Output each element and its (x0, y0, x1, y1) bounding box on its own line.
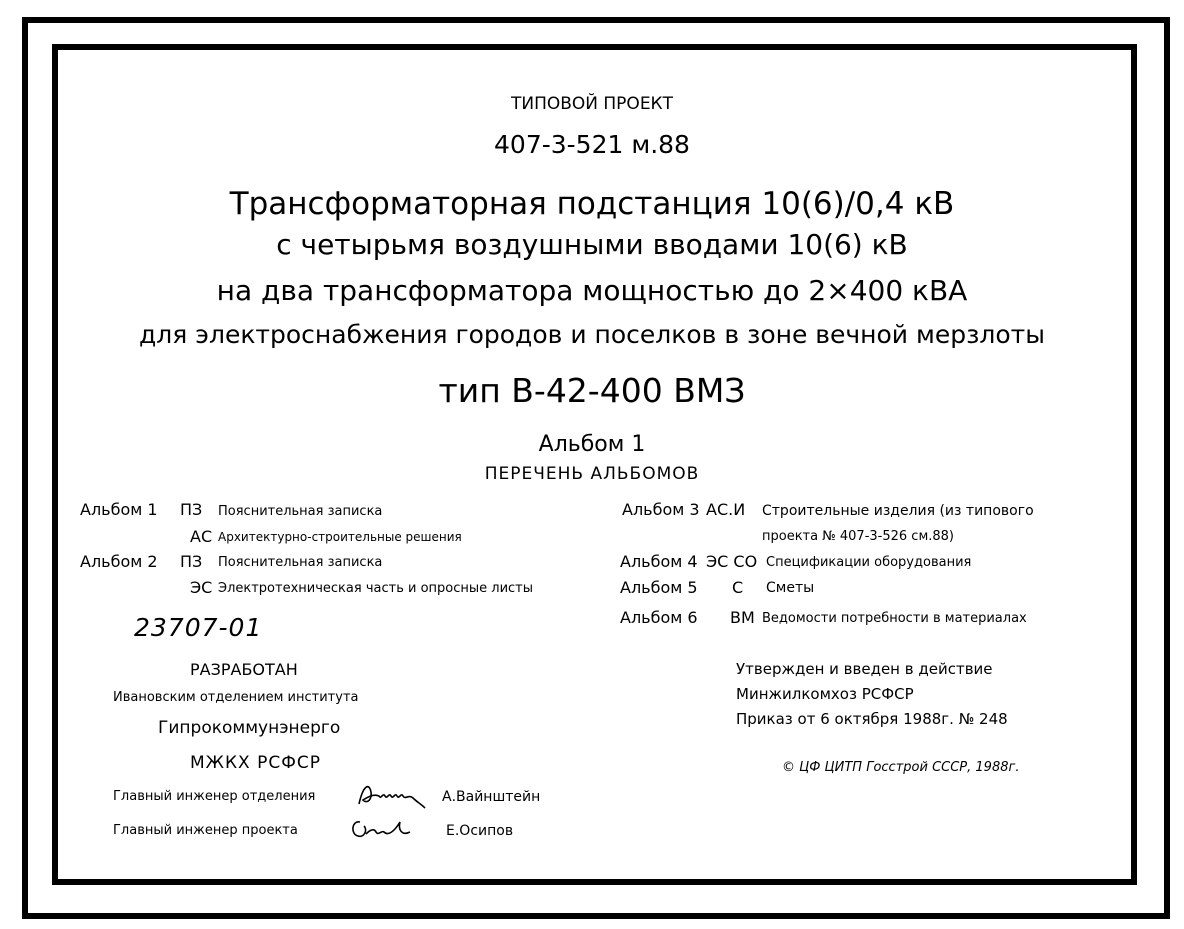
album-description: Пояснительная записка (218, 504, 383, 519)
album-name: Альбом 3 (622, 500, 700, 519)
album-code: ПЗ (180, 552, 203, 571)
album-code: ЭС (190, 578, 213, 597)
copyright: © ЦФ ЦИТП Госстрой СССР, 1988г. (782, 760, 1020, 775)
album-name: Альбом 4 (620, 552, 698, 571)
album-name: Альбом 1 (80, 500, 158, 519)
signature-name-2: Е.Осипов (446, 823, 514, 839)
album-description: Спецификации оборудования (766, 555, 972, 570)
developer-ministry: МЖКХ РСФСР (190, 753, 321, 773)
project-type: тип В-42-400 ВМЗ (438, 371, 746, 410)
project-number: 407-3-521 м.88 (494, 130, 690, 159)
album-label: Альбом 1 (538, 432, 646, 457)
developer-by: Ивановским отделением института (113, 690, 359, 705)
title-line-1: Трансформаторная подстанция 10(6)/0,4 кВ (229, 186, 955, 222)
inventory-number: 23707-01 (134, 613, 263, 642)
album-code: С (732, 578, 744, 597)
album-name: Альбом 6 (620, 608, 698, 627)
title-line-4: для электроснабжения городов и поселков в зоне вечной мерзлоты (139, 320, 1045, 349)
album-description: Сметы (766, 580, 815, 596)
album-code: АС.И (706, 500, 746, 519)
approval-line-1: Утвержден и введен в действие (736, 660, 993, 678)
album-code: ВМ (730, 608, 755, 627)
developer-heading: РАЗРАБОТАН (190, 660, 298, 679)
developer-institute: Гипрокоммунэнерго (158, 718, 341, 738)
album-description: Строительные изделия (из типового (762, 503, 1034, 519)
signature-role-1: Главный инженер отделения (113, 789, 316, 804)
album-description: Электротехническая часть и опросные листы (218, 581, 534, 596)
albums-list-title: ПЕРЕЧЕНЬ АЛЬБОМОВ (484, 464, 700, 484)
signature-2 (346, 812, 416, 844)
album-description: Ведомости потребности в материалах (762, 611, 1027, 626)
album-name: Альбом 2 (80, 552, 158, 571)
album-description: Архитектурно-строительные решения (218, 530, 462, 544)
album-description: проекта № 407-3-526 см.88) (762, 529, 954, 544)
project-kind: ТИПОВОЙ ПРОЕКТ (510, 94, 674, 114)
signature-role-2: Главный инженер проекта (113, 823, 298, 838)
signature-name-1: А.Вайнштейн (442, 789, 541, 805)
album-code: ЭС СО (706, 552, 758, 571)
approval-line-3: Приказ от 6 октября 1988г. № 248 (736, 710, 1008, 728)
approval-line-2: Минжилкомхоз РСФСР (736, 685, 914, 703)
album-name: Альбом 5 (620, 578, 698, 597)
title-line-2: с четырьмя воздушными вводами 10(6) кВ (276, 228, 908, 261)
album-code: ПЗ (180, 500, 203, 519)
album-code: АС (190, 527, 213, 546)
title-line-3: на два трансформатора мощностью до 2×400 кВА (216, 274, 968, 307)
signature-1 (355, 778, 435, 814)
album-description: Пояснительная записка (218, 555, 383, 570)
